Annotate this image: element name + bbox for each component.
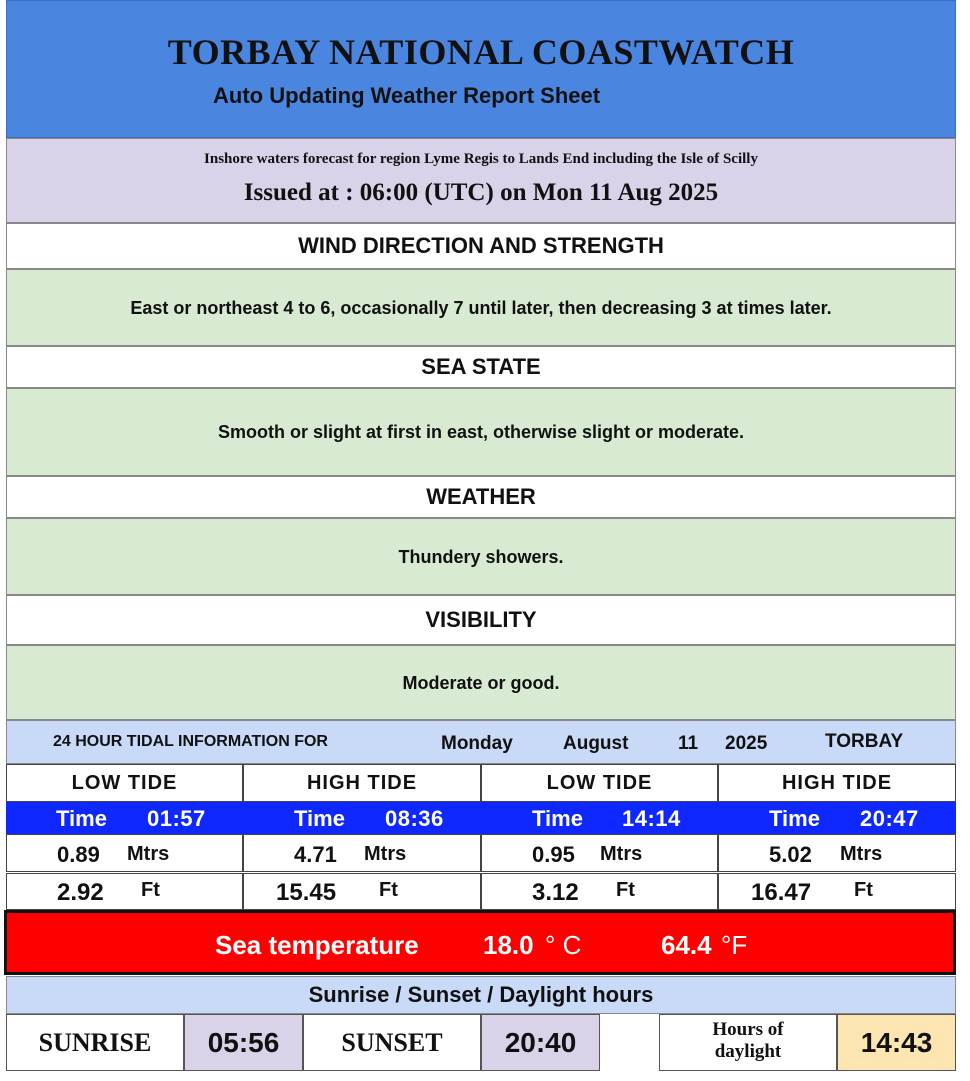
tide-metres-cell-4 bbox=[718, 834, 956, 872]
feet-unit: Ft bbox=[616, 879, 635, 901]
tidal-day: Monday bbox=[441, 733, 513, 754]
sunset-time: 20:40 bbox=[481, 1014, 600, 1071]
tide-type-4: HIGH TIDE bbox=[718, 764, 956, 802]
tide-metres-cell-1 bbox=[6, 834, 243, 872]
tide-metres-cell-3 bbox=[481, 834, 718, 872]
weather-text: Thundery showers. bbox=[6, 518, 956, 595]
sea-temp-celsius: 18.0 bbox=[483, 930, 534, 960]
tide-feet-1: 2.92 bbox=[57, 879, 104, 906]
tide-time-4: 20:47 bbox=[860, 806, 919, 831]
report-header bbox=[6, 0, 956, 138]
sea-state-text: Smooth or slight at first in east, otherwise slight or moderate. bbox=[6, 388, 956, 476]
weather-heading: WEATHER bbox=[6, 476, 956, 518]
page-title: TORBAY NATIONAL COASTWATCH bbox=[167, 32, 795, 72]
forecast-info bbox=[6, 138, 956, 223]
tide-metres-3: 0.95 bbox=[532, 842, 575, 867]
sea-temp-fahrenheit-unit: °F bbox=[721, 930, 748, 960]
sea-temp-label: Sea temperature bbox=[215, 930, 419, 960]
tide-type-1: LOW TIDE bbox=[6, 764, 243, 802]
tide-metres-1: 0.89 bbox=[57, 842, 100, 867]
tide-feet-2: 15.45 bbox=[276, 879, 337, 906]
tide-feet-cell-1 bbox=[6, 873, 243, 910]
sunset-label: SUNSET bbox=[303, 1014, 481, 1071]
tide-time-row bbox=[6, 802, 956, 834]
metres-unit: Mtrs bbox=[600, 843, 643, 865]
sea-temp-fahrenheit: 64.4 bbox=[661, 930, 712, 960]
tidal-info-bar bbox=[6, 720, 956, 764]
daylight-label-line-2: daylight bbox=[714, 1041, 782, 1062]
feet-unit: Ft bbox=[854, 879, 873, 901]
tide-time-2: 08:36 bbox=[385, 806, 444, 831]
tide-time-label: Time bbox=[769, 806, 820, 831]
tide-time-3: 14:14 bbox=[622, 806, 681, 831]
forecast-issued: Issued at : 06:00 (UTC) on Mon 11 Aug 2025 bbox=[243, 179, 719, 206]
wind-text: East or northeast 4 to 6, occasionally 7 until later, then decreasing 3 at times later. bbox=[6, 269, 956, 346]
daylight-label-line-1: Hours of bbox=[712, 1019, 784, 1040]
metres-unit: Mtrs bbox=[364, 843, 407, 865]
tide-metres-cell-2 bbox=[243, 834, 481, 872]
sea-temperature-bar bbox=[4, 910, 956, 975]
sunrise-time: 05:56 bbox=[184, 1014, 303, 1071]
sun-heading: Sunrise / Sunset / Daylight hours bbox=[6, 976, 956, 1014]
wind-heading: WIND DIRECTION AND STRENGTH bbox=[6, 223, 956, 269]
tide-type-3: LOW TIDE bbox=[481, 764, 718, 802]
metres-unit: Mtrs bbox=[127, 843, 170, 865]
tidal-label: 24 HOUR TIDAL INFORMATION FOR bbox=[53, 733, 328, 750]
tide-feet-3: 3.12 bbox=[532, 879, 579, 906]
tidal-year: 2025 bbox=[725, 733, 768, 754]
tide-metres-2: 4.71 bbox=[294, 842, 337, 867]
tide-feet-4: 16.47 bbox=[751, 879, 812, 906]
tide-time-label: Time bbox=[56, 806, 107, 831]
tide-metres-4: 5.02 bbox=[769, 842, 812, 867]
tidal-month: August bbox=[563, 733, 629, 754]
forecast-region: Inshore waters forecast for region Lyme Regis to Lands End including the Isle of Scilly bbox=[204, 151, 758, 167]
feet-unit: Ft bbox=[141, 879, 160, 901]
tide-feet-cell-4 bbox=[718, 873, 956, 910]
visibility-heading: VISIBILITY bbox=[6, 595, 956, 645]
visibility-text: Moderate or good. bbox=[6, 645, 956, 720]
sea-state-heading: SEA STATE bbox=[6, 346, 956, 388]
sunrise-label: SUNRISE bbox=[6, 1014, 184, 1071]
tide-feet-cell-3 bbox=[481, 873, 718, 910]
tidal-location: TORBAY bbox=[825, 731, 904, 752]
tide-time-1: 01:57 bbox=[147, 806, 206, 831]
page-subtitle: Auto Updating Weather Report Sheet bbox=[213, 83, 601, 108]
tide-type-2: HIGH TIDE bbox=[243, 764, 481, 802]
tide-time-label: Time bbox=[294, 806, 345, 831]
metres-unit: Mtrs bbox=[840, 843, 883, 865]
feet-unit: Ft bbox=[379, 879, 398, 901]
tide-time-label: Time bbox=[532, 806, 583, 831]
daylight-hours: 14:43 bbox=[837, 1014, 956, 1071]
tide-feet-cell-2 bbox=[243, 873, 481, 910]
sea-temp-celsius-unit: ° C bbox=[545, 930, 582, 960]
daylight-label bbox=[659, 1014, 837, 1071]
tidal-date: 11 bbox=[678, 733, 699, 754]
